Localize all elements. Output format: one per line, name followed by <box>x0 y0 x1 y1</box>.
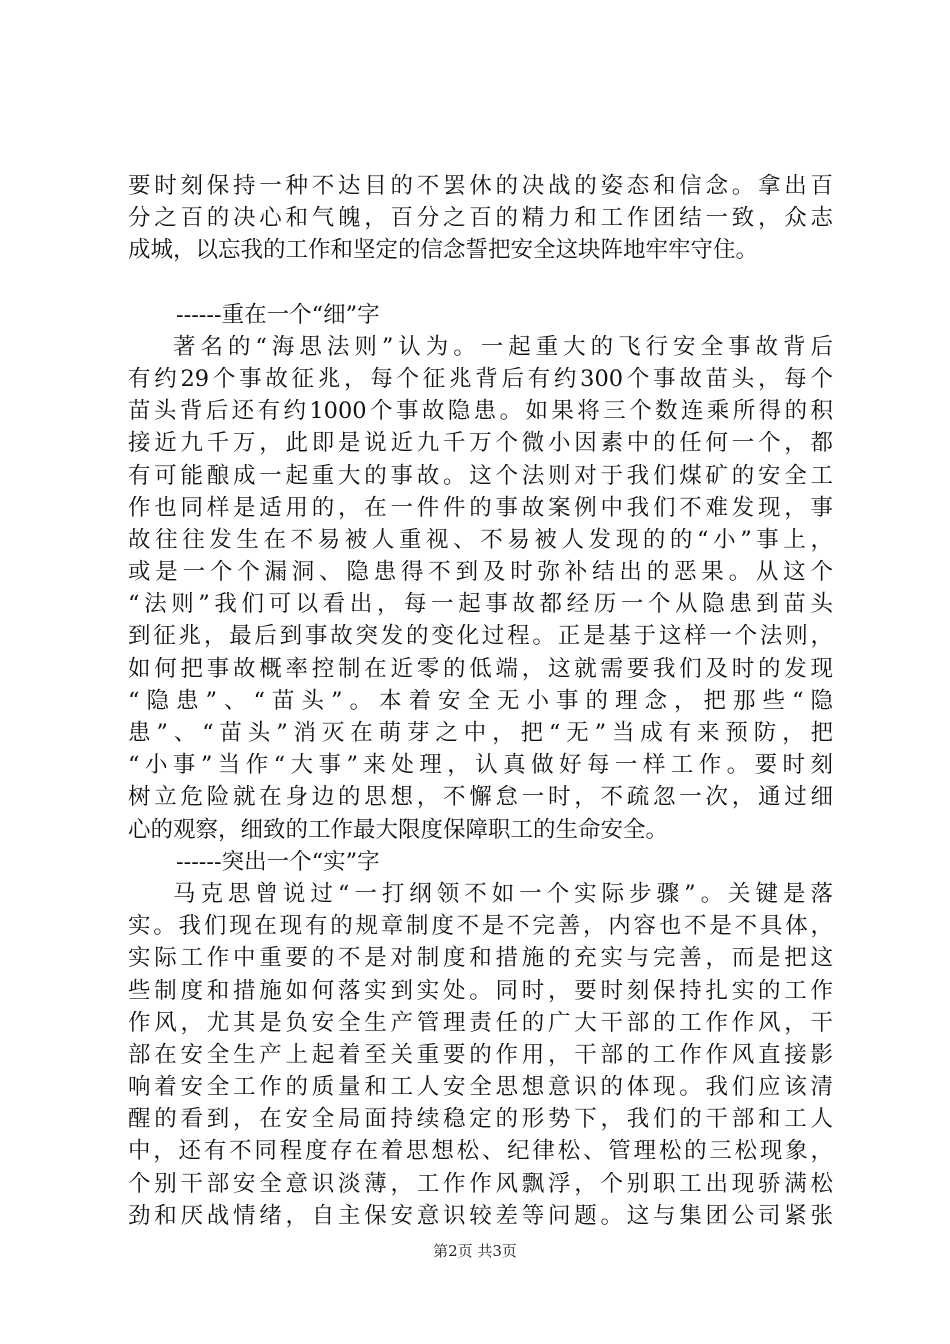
text-line: 马克思曾说过“一打纲领不如一个实际步骤”。关键是落 <box>173 880 833 907</box>
body-text <box>128 170 833 1232</box>
section-heading: ------突出一个“实”字 <box>176 848 380 875</box>
text-line: 故往往发生在不易被人重视、不易被人发现的的“小”事上， <box>128 526 833 553</box>
text-line: “法则”我们可以看出，每一起事故都经历一个从隐患到苗头 <box>128 591 833 618</box>
text-line: 实。我们现在现有的规章制度不是不完善，内容也不是不具体， <box>128 913 833 940</box>
text-line: 实际工作中重要的不是对制度和措施的充实与完善，而是把这 <box>128 945 833 972</box>
page-footer: 第2页 共3页 <box>433 1242 517 1260</box>
text-line: 响着安全工作的质量和工人安全思想意识的体现。我们应该清 <box>128 1074 833 1101</box>
text-line: 劲和厌战情绪，自主保安意识较差等问题。这与集团公司紧张 <box>128 1202 833 1229</box>
paragraph-1 <box>128 170 833 267</box>
text-line: 苗头背后还有约1000个事故隐患。如果将三个数连乘所得的积 <box>128 398 833 425</box>
paragraph-gap <box>128 267 833 299</box>
text-line: 如何把事故概率控制在近零的低端，这就需要我们及时的发现 <box>128 655 833 682</box>
paragraph-2 <box>128 331 833 846</box>
text-line: 患”、“苗头”消灭在萌芽之中，把“无”当成有来预防，把 <box>128 720 833 746</box>
text-line: 中，还有不同程度存在着思想松、纪律松、管理松的三松现象， <box>128 1138 833 1165</box>
text-line: 醒的看到，在安全局面持续稳定的形势下，我们的干部和工人 <box>128 1106 833 1133</box>
text-line: 著名的“海思法则”认为。一起重大的飞行安全事故背后 <box>173 333 833 360</box>
text-line: 有约29个事故征兆，每个征兆背后有约300个事故苗头，每个 <box>128 365 833 392</box>
text-line: “隐患”、“苗头”。本着安全无小事的理念，把那些“隐 <box>128 687 833 714</box>
text-line: 成城，以忘我的工作和坚定的信念誓把安全这块阵地牢牢守住。 <box>128 237 759 264</box>
paragraph-3 <box>128 878 833 1232</box>
text-line: 或是一个个漏洞、隐患得不到及时弥补结出的恶果。从这个 <box>128 559 833 586</box>
text-line: 接近九千万，此即是说近九千万个微小因素中的任何一个，都 <box>128 430 833 457</box>
text-line: 作风，尤其是负安全生产管理责任的广大干部的工作作风，干 <box>128 1009 833 1036</box>
text-line: 要时刻保持一种不达目的不罢休的决战的姿态和信念。拿出百 <box>128 173 833 199</box>
text-line: 到征兆，最后到事故突发的变化过程。正是基于这样一个法则， <box>128 623 833 650</box>
text-line: 分之百的决心和气魄，百分之百的精力和工作团结一致，众志 <box>128 205 833 232</box>
text-line: 有可能酿成一起重大的事故。这个法则对于我们煤矿的安全工 <box>128 462 833 489</box>
text-line: 个别干部安全意识淡薄，工作作风飘浮，个别职工出现骄满松 <box>128 1170 833 1197</box>
section-heading: ------重在一个“细”字 <box>176 301 380 328</box>
text-line: 些制度和措施如何落实到实处。同时，要时刻保持扎实的工作 <box>128 977 833 1004</box>
text-line: 作也同样是适用的，在一件件的事故案例中我们不难发现，事 <box>128 494 833 521</box>
text-line: 部在安全生产上起着至关重要的作用，干部的工作作风直接影 <box>128 1041 833 1068</box>
text-line: 心的观察，细致的工作最大限度保障职工的生命安全。 <box>128 816 669 843</box>
text-line: 树立危险就在身边的思想，不懈怠一时，不疏忽一次，通过细 <box>128 784 833 811</box>
text-line: “小事”当作“大事”来处理，认真做好每一样工作。要时刻 <box>128 752 833 779</box>
